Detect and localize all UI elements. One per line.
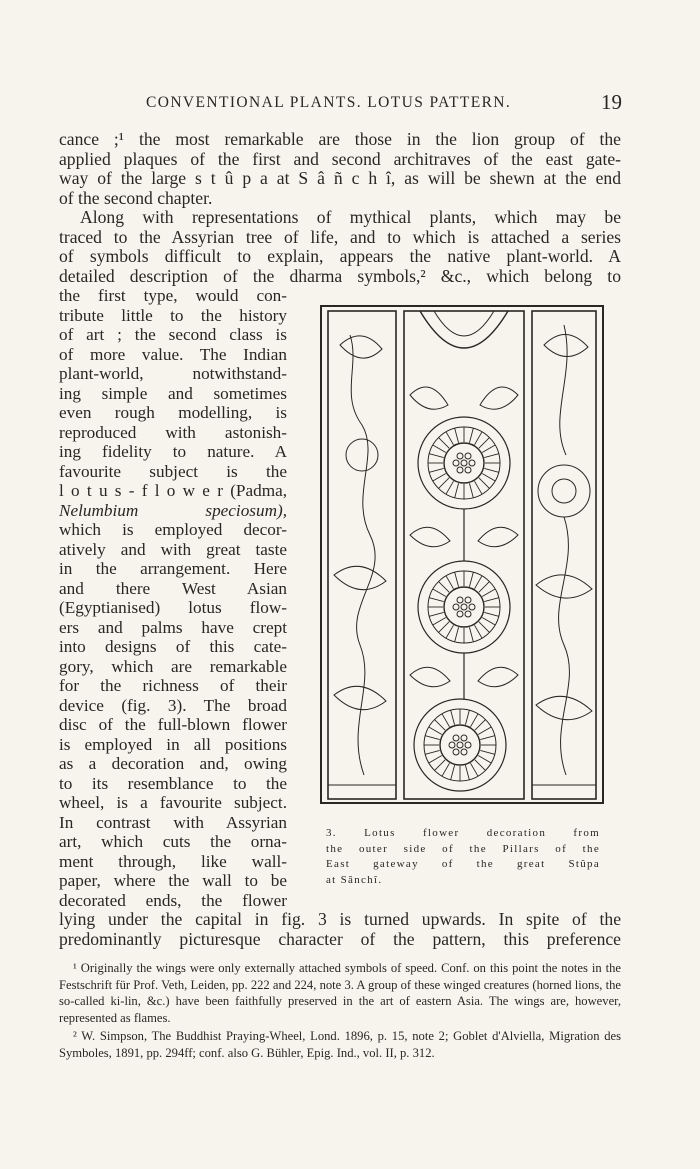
text-line: is employed in all positions (59, 734, 287, 754)
text-line: Nelumbium speciosum), (59, 500, 287, 520)
text-line: of the second chapter. (59, 188, 213, 208)
footnotes (59, 960, 621, 1063)
figure-caption (326, 826, 600, 888)
text-line: Along with representations of mythical plants, which may be (80, 207, 621, 227)
text-line: ing simple and sometimes (59, 383, 287, 403)
text-line: predominantly picturesque character of the pattern, this preference (59, 929, 621, 949)
page-header (60, 92, 622, 116)
caption-line: the outer side of the Pillars of the (326, 842, 600, 855)
text-line: the first type, would con- (59, 286, 287, 305)
text-line: to its resemblance to the (59, 773, 287, 793)
text-line: favourite subject is the (59, 461, 287, 481)
text-line: l o t u s - f l o w e r (Padma, (59, 481, 287, 500)
text-line: of symbols difficult to explain, appears the native plant-world. A (59, 246, 621, 266)
text-line: ing fidelity to nature. A (59, 442, 287, 461)
text-line: for the richness of their (59, 676, 287, 695)
text-line: disc of the full-blown flower (59, 715, 287, 734)
text-line: which is employed decor- (59, 520, 287, 539)
text-line: wheel, is a favourite subject. (59, 793, 287, 812)
text-line: of art ; the second class is (59, 325, 287, 344)
text-line: atively and with great taste (59, 539, 287, 559)
caption-line: East gateway of the great Stûpa (326, 858, 600, 870)
text-line: of more value. The Indian (59, 344, 287, 364)
text-line: as a decoration and, owing (59, 754, 287, 773)
text-line: paper, where the wall to be (59, 871, 287, 890)
text-line: ers and palms have crept (59, 617, 287, 637)
page-number: 19 (601, 90, 622, 114)
text-line: detailed description of the dharma symbols,² &c., which belong to (59, 266, 621, 286)
text-line: decorated ends, the flower (59, 890, 287, 910)
text-line: applied plaques of the first and second architraves of the east gate- (59, 149, 621, 169)
footnote: ² W. Simpson, The Buddhist Praying-Wheel, Lond. 1896, p. 15, note 2; Goblet d'Alviella, Migration des Symboles, 1891, pp. 294ff; conf. also G. Bühler, Epig. Ind., vol. II, p. 312. (59, 1029, 621, 1060)
running-title: CONVENTIONAL PLANTS. LOTUS PATTERN. (146, 94, 512, 111)
text-line: device (fig. 3). The broad (59, 695, 287, 715)
text-line: way of the large s t û p a at S â ñ c h î, as will be shewn at the end (59, 168, 621, 188)
text-line: (Egyptianised) lotus flow- (59, 598, 287, 617)
text-line: art, which cuts the orna- (59, 832, 287, 851)
text-line: plant-world, notwithstand- (59, 364, 287, 383)
text-line: reproduced with astonish- (59, 422, 287, 442)
text-line: and there West Asian (59, 578, 287, 598)
column-paragraph (59, 286, 287, 910)
text-line: into designs of this cate- (59, 637, 287, 656)
text-line: traced to the Assyrian tree of life, and to which is attached a series (59, 227, 621, 247)
text-line: in the arrangement. Here (59, 559, 287, 578)
text-line: gory, which are remarkable (59, 656, 287, 676)
footnote: ¹ Originally the wings were only externally attached symbols of speed. Conf. on this point the notes in the Festschrift für Prof. Veth, Leiden, pp. 222 and 224, note 3. A group of these winged creatures (horned lions, the so-called ki-lin, &c.) have been faithfully preserved in the art of eastern Asia. The wings are, however, represented as flames. (59, 961, 621, 1025)
text-line: cance ;¹ the most remarkable are those in the lion group of the (59, 129, 621, 149)
text-line: tribute little to the history (59, 305, 287, 325)
text-line: even rough modelling, is (59, 403, 287, 422)
lotus-decoration-figure (320, 305, 604, 805)
text-line: ment through, like wall- (59, 851, 287, 871)
text-line: lying under the capital in fig. 3 is turned upwards. In spite of the (59, 909, 621, 929)
caption-line: at Sânchî. (326, 873, 383, 886)
lotus-illustration (320, 305, 604, 805)
caption-line: 3. Lotus flower decoration from (326, 827, 600, 839)
text-line: In contrast with Assyrian (59, 812, 287, 832)
